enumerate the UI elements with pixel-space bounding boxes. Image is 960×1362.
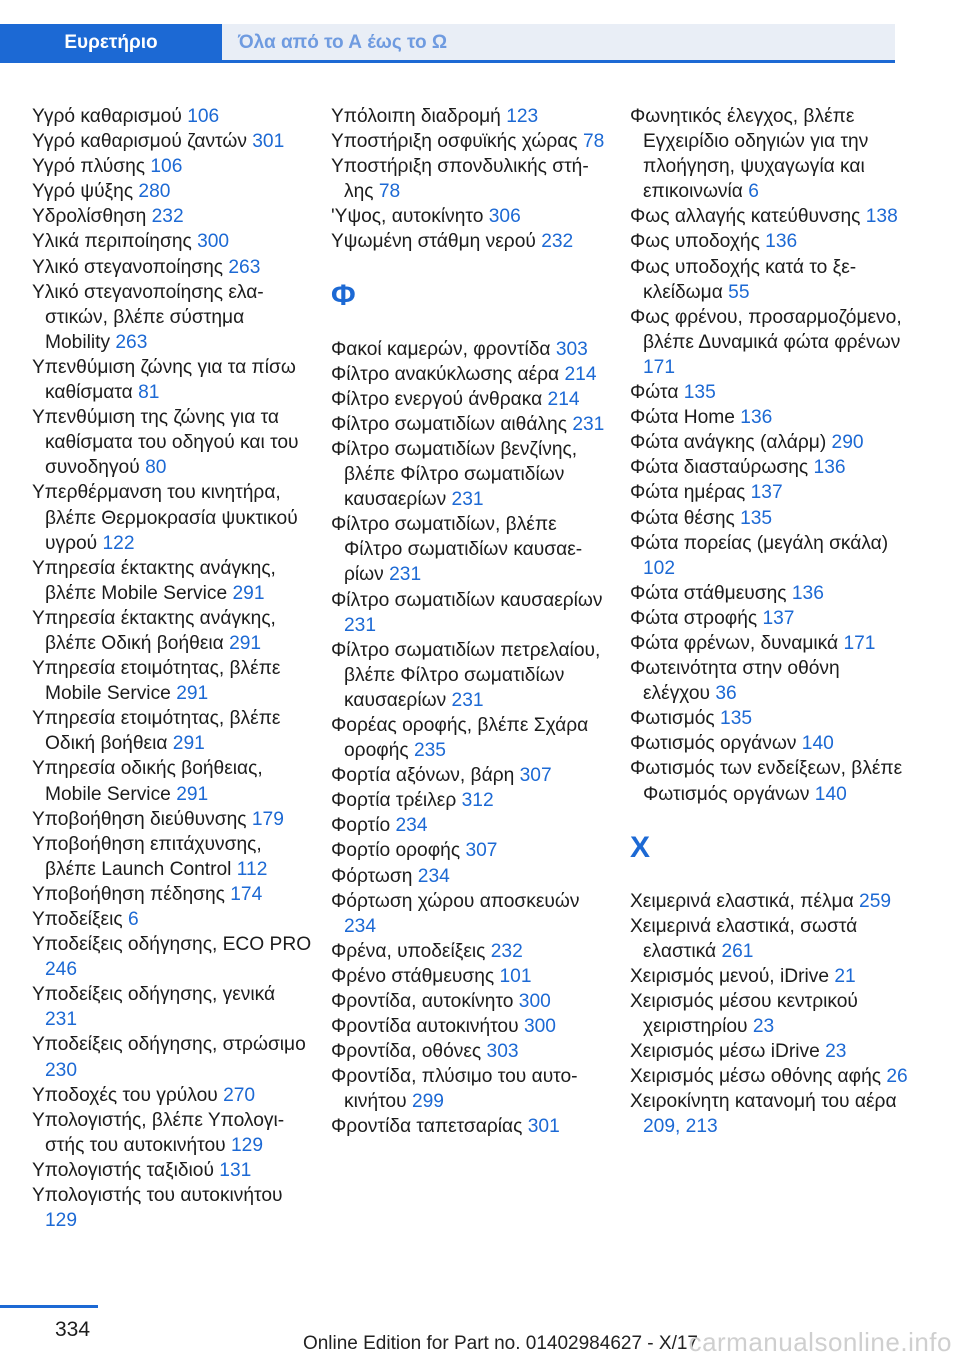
index-page-link[interactable]: 232 bbox=[151, 206, 184, 228]
index-entry bbox=[32, 1032, 312, 1082]
index-page-link[interactable]: 234 bbox=[344, 915, 377, 937]
index-entry bbox=[331, 1114, 611, 1139]
index-entry bbox=[32, 756, 312, 806]
index-entry-term: Υγρό καθαρισμού bbox=[32, 106, 182, 127]
index-entry bbox=[32, 204, 312, 229]
index-entry bbox=[331, 763, 611, 788]
index-entry-term: Χειρισμός μέσω iDrive bbox=[630, 1041, 820, 1063]
index-entry-term: Υγρό καθαρισμού ζαντών bbox=[32, 131, 247, 153]
index-entry-term: Φίλτρο σωματιδίων αιθάλης bbox=[331, 413, 567, 435]
index-page-link[interactable]: 21 bbox=[834, 965, 856, 987]
index-entry bbox=[331, 864, 611, 889]
index-entry bbox=[630, 581, 910, 606]
index-entry bbox=[630, 480, 910, 505]
index-entry bbox=[32, 807, 312, 832]
page-number-rule bbox=[0, 1305, 98, 1308]
index-entry-term: Φορέας οροφής, βλέπε Σχάρα οροφής bbox=[331, 714, 589, 762]
index-entry-term: Φορτία αξόνων, βάρη bbox=[331, 765, 515, 787]
index-entry-term: Φωνητικός έλεγχος, βλέπε Εγχειρίδιο οδηγιών για την πλοήγηση, ψυχαγωγία και επικοινωνία bbox=[630, 106, 869, 203]
index-entry bbox=[630, 104, 910, 204]
index-page-link[interactable]: 232 bbox=[490, 940, 523, 962]
index-page-link[interactable]: 140 bbox=[801, 733, 834, 755]
index-page-link[interactable]: 136 bbox=[791, 582, 824, 604]
index-entry bbox=[630, 229, 910, 254]
index-page-link[interactable]: 231 bbox=[572, 413, 605, 435]
index-page-link[interactable]: 55 bbox=[728, 281, 750, 303]
index-page-link[interactable]: 307 bbox=[519, 765, 552, 787]
index-page-link[interactable]: 312 bbox=[461, 790, 494, 812]
index-entry-term: Φώτα ανάγκης (αλάρμ) bbox=[630, 432, 827, 454]
index-page-link[interactable]: 106 bbox=[187, 106, 220, 127]
index-entry-term: Φωτισμός των ενδείξεων, βλέπε Φωτισμός οργάνων bbox=[630, 758, 903, 805]
index-page-link[interactable]: 259 bbox=[859, 890, 892, 912]
index-page-link[interactable]: 301 bbox=[527, 1116, 560, 1138]
index-entry-term: Υποδείξεις οδήγησης, γενικά bbox=[32, 984, 276, 1006]
index-entry-term: Φορτίο bbox=[331, 815, 391, 837]
index-page-link[interactable]: 112 bbox=[236, 858, 268, 880]
index-entry bbox=[630, 914, 910, 964]
index-entry-term: Φώτα στροφής bbox=[630, 607, 758, 629]
index-page-link[interactable]: 270 bbox=[223, 1084, 256, 1106]
index-entry-term: Υποστήριξη οσφυϊκής χώρας bbox=[331, 131, 578, 153]
index-entry bbox=[630, 706, 910, 731]
index-page-link[interactable]: 136 bbox=[740, 407, 773, 429]
index-entry-term: Φροντίδα, αυτοκίνητο bbox=[331, 991, 514, 1012]
index-entry-term: Φίλτρο σωματιδίων καυσαερίων bbox=[331, 589, 603, 611]
index-column-2 bbox=[331, 104, 611, 1140]
index-entry-term: Φως υποδοχής bbox=[630, 231, 760, 253]
index-entry-term: Χειροκίνητη κατανομή του αέρα bbox=[630, 1091, 897, 1113]
index-entry-term: Φωτεινότητα στην οθόνη ελέγχου bbox=[630, 658, 840, 705]
index-entry-term: Χειρισμός μέσου κεντρικού χειριστηρίου bbox=[630, 991, 858, 1038]
index-page-link[interactable]: 135 bbox=[720, 708, 753, 730]
index-entry-term: Φόρτωση χώρου αποσκευών bbox=[331, 890, 580, 912]
index-page-link[interactable]: 171 bbox=[843, 632, 876, 654]
index-page-link[interactable]: 263 bbox=[228, 256, 261, 278]
index-entry-term: Φροντίδα ταπετσαρίας bbox=[331, 1116, 523, 1138]
index-page-link[interactable]: 263 bbox=[115, 331, 148, 353]
index-page-link[interactable]: 231 bbox=[451, 489, 484, 511]
index-entry bbox=[32, 706, 312, 756]
index-entry bbox=[331, 588, 611, 638]
index-page-link[interactable]: 291 bbox=[172, 733, 205, 755]
index-entry bbox=[630, 964, 910, 989]
index-entry-term: Φώτα ημέρας bbox=[630, 482, 746, 504]
index-entry-term: Φώτα θέσης bbox=[630, 507, 735, 529]
index-page-link[interactable]: 230 bbox=[45, 1059, 78, 1081]
index-page-link[interactable]: 235 bbox=[413, 740, 446, 762]
index-entry bbox=[630, 531, 910, 581]
index-page-link[interactable]: 129 bbox=[230, 1134, 263, 1156]
index-entry bbox=[32, 1108, 312, 1158]
index-entry bbox=[331, 204, 611, 229]
index-page-link[interactable]: 80 bbox=[145, 457, 167, 479]
header-rule bbox=[0, 60, 895, 63]
index-page-link[interactable]: 214 bbox=[547, 388, 580, 410]
index-entry bbox=[630, 656, 910, 706]
index-entry-term: Φως υποδοχής κατά το ξεκλείδωμα bbox=[630, 256, 857, 303]
index-entry-term: Υποβοήθηση διεύθυνσης bbox=[32, 808, 247, 830]
index-entry-term: Φόρτωση bbox=[331, 865, 413, 887]
index-entry-term: Υπενθύμιση ζώνης για τα πίσω καθίσματα bbox=[32, 356, 296, 404]
index-page-link[interactable]: 23 bbox=[752, 1016, 775, 1038]
index-entry bbox=[331, 154, 611, 204]
index-entry bbox=[331, 1064, 611, 1114]
index-entry-term: Φροντίδα, πλύσιμο του αυτοκινήτου bbox=[331, 1066, 578, 1113]
section-letter: Φ bbox=[331, 278, 356, 312]
index-entry-term: Υπολογιστής, βλέπε Υπολογιστής του αυτοκινήτου bbox=[32, 1109, 285, 1156]
index-entry-term: Χειμερινά ελαστικά, πέλμα bbox=[630, 890, 854, 912]
index-page-link[interactable]: 232 bbox=[541, 231, 574, 253]
index-entry bbox=[331, 1014, 611, 1039]
index-entry-term: Υγρό ψύξης bbox=[32, 181, 134, 203]
index-page-link[interactable]: 6 bbox=[748, 181, 759, 203]
index-entry bbox=[331, 412, 611, 437]
index-page-link[interactable]: 280 bbox=[138, 181, 171, 203]
index-page-link[interactable]: 234 bbox=[417, 865, 450, 887]
index-entry-term: Φωτισμός bbox=[630, 708, 715, 730]
index-entry-term: Φως φρένου, προσαρμοζόμενο, βλέπε Δυναμικά φώτα φρένων bbox=[630, 306, 902, 353]
index-page-link[interactable]: 300 bbox=[523, 1016, 556, 1038]
index-page-link[interactable]: 138 bbox=[865, 206, 898, 228]
index-entry bbox=[331, 713, 611, 763]
index-page-link[interactable]: 290 bbox=[831, 432, 864, 454]
index-page-link[interactable]: 137 bbox=[762, 607, 795, 629]
index-page-link[interactable]: 122 bbox=[102, 532, 135, 554]
index-page-link[interactable]: 136 bbox=[765, 231, 798, 253]
index-entry bbox=[630, 380, 910, 405]
index-entry bbox=[32, 1083, 312, 1108]
section-letter: Χ bbox=[630, 830, 651, 864]
index-entry bbox=[630, 756, 910, 806]
index-entry-term: Φώτα bbox=[630, 382, 679, 404]
index-page-link[interactable]: 102 bbox=[643, 557, 676, 579]
index-page-link[interactable]: 291 bbox=[176, 683, 209, 705]
index-page-link[interactable]: 231 bbox=[389, 564, 422, 586]
index-page-link[interactable]: 231 bbox=[344, 614, 377, 636]
index-entry bbox=[630, 405, 910, 430]
index-entry-term: Υλικά περιποίησης bbox=[32, 231, 192, 253]
index-entry bbox=[331, 889, 611, 939]
index-entry-term: Υπολογιστής του αυτοκινήτου bbox=[32, 1185, 283, 1207]
index-entry-term: Υπηρεσία οδικής βοήθειας, Mobile Service bbox=[32, 758, 263, 805]
index-page-link[interactable]: 26 bbox=[886, 1066, 908, 1088]
index-entry bbox=[32, 355, 312, 405]
index-entry-term: Φακοί καμερών, φροντίδα bbox=[331, 338, 551, 360]
index-entry-term: Φορτίο οροφής bbox=[331, 840, 461, 862]
index-entry-term: Φροντίδα αυτοκινήτου bbox=[331, 1016, 519, 1038]
tab-index[interactable]: Ευρετήριο bbox=[0, 24, 222, 62]
index-page-link[interactable]: 209, 213 bbox=[643, 1116, 718, 1138]
index-entry bbox=[32, 179, 312, 204]
index-page-link[interactable]: 261 bbox=[721, 940, 754, 962]
index-page-link[interactable]: 101 bbox=[499, 965, 532, 987]
index-entry bbox=[32, 556, 312, 606]
index-page-link[interactable]: 129 bbox=[45, 1210, 78, 1232]
index-entry-term: Φώτα διασταύρωσης bbox=[630, 457, 809, 479]
index-entry bbox=[630, 204, 910, 229]
index-entry bbox=[630, 1089, 910, 1139]
index-entry-term: Υποβοήθηση πέδησης bbox=[32, 883, 225, 905]
index-entry bbox=[32, 1158, 312, 1183]
index-entry-term: Υπηρεσία ετοιμότητας, βλέπε Οδική βοήθεια bbox=[32, 708, 281, 755]
index-entry bbox=[630, 989, 910, 1039]
index-entry-term: Φίλτρο σωματιδίων βενζίνης, βλέπε Φίλτρο σωματιδίων καυσαερίων bbox=[331, 438, 578, 511]
index-entry-term: Χειρισμός μέσω οθόνης αφής bbox=[630, 1066, 882, 1088]
index-page-link[interactable]: 246 bbox=[45, 959, 78, 981]
index-page-link[interactable]: 78 bbox=[583, 131, 605, 153]
index-page-link[interactable]: 78 bbox=[378, 181, 401, 203]
index-page-link[interactable]: 307 bbox=[465, 840, 498, 862]
index-entry bbox=[331, 788, 611, 813]
index-entry bbox=[331, 362, 611, 387]
index-entry bbox=[630, 606, 910, 631]
index-page-link[interactable]: 301 bbox=[252, 131, 285, 153]
index-entry bbox=[630, 455, 910, 480]
index-page-link[interactable]: 303 bbox=[555, 338, 588, 360]
index-entry bbox=[630, 631, 910, 656]
index-entry-term: Υψωμένη στάθμη νερού bbox=[331, 231, 536, 253]
header-tabs bbox=[0, 24, 895, 62]
index-entry bbox=[630, 255, 910, 305]
index-entry-term: Υπολογιστής ταξιδιού bbox=[32, 1159, 214, 1181]
index-entry bbox=[32, 932, 312, 982]
index-entry bbox=[630, 305, 910, 380]
index-entry bbox=[32, 606, 312, 656]
index-entry-term: Υπηρεσία έκτακτης ανάγκης, βλέπε Οδική βοήθεια bbox=[32, 607, 276, 654]
index-entry-term: Υπηρεσία ετοιμότητας, βλέπε Mobile Service bbox=[32, 658, 281, 705]
index-entry-term: Φώτα φρένων, δυναμικά bbox=[630, 632, 839, 654]
footer-edition: Online Edition for Part no. 01402984627 - X/17 bbox=[302, 1333, 698, 1354]
index-entry bbox=[32, 405, 312, 480]
tab-all-a-to-z[interactable]: Όλα από το Α έως το Ω bbox=[222, 24, 895, 62]
index-entry-term: Φορτία τρέιλερ bbox=[331, 790, 457, 812]
index-page-link[interactable]: 131 bbox=[219, 1159, 252, 1181]
index-page-link[interactable]: 135 bbox=[683, 382, 716, 404]
index-entry bbox=[630, 889, 910, 914]
index-entry-term: Φώτα πορείας (μεγάλη σκάλα) bbox=[630, 532, 889, 554]
watermark: carmanualsonline.info bbox=[688, 1327, 952, 1357]
index-entry bbox=[331, 964, 611, 989]
index-page-link[interactable]: 234 bbox=[395, 815, 428, 837]
index-page-link[interactable]: 123 bbox=[506, 106, 539, 127]
index-page-link[interactable]: 140 bbox=[814, 783, 847, 805]
index-entry bbox=[331, 939, 611, 964]
index-entry-term: Φίλτρο σωματιδίων πετρελαίου, βλέπε Φίλτρο σωματιδίων καυσαερίων bbox=[331, 639, 601, 711]
index-page-link[interactable]: 299 bbox=[411, 1091, 444, 1113]
page-number: 334 bbox=[55, 1318, 91, 1341]
index-page-link[interactable]: 136 bbox=[813, 457, 846, 479]
index-page-link[interactable]: 306 bbox=[488, 206, 521, 228]
index-entry-term: Υπενθύμιση της ζώνης για τα καθίσματα του οδηγού και του συνοδηγού bbox=[32, 407, 299, 479]
index-entry bbox=[331, 387, 611, 412]
index-entry bbox=[32, 982, 312, 1032]
index-entry bbox=[331, 813, 611, 838]
index-entry-term: 'Υψος, αυτοκίνητο bbox=[331, 206, 484, 228]
index-entry bbox=[32, 1183, 312, 1233]
index-entry bbox=[331, 337, 611, 362]
index-entry bbox=[32, 229, 312, 254]
index-entry bbox=[32, 832, 312, 882]
index-entry-term: Υπερθέρμανση του κινητήρα, βλέπε Θερμοκρασία ψυκτικού υγρού bbox=[32, 482, 298, 554]
index-entry bbox=[331, 129, 611, 154]
index-entry bbox=[630, 506, 910, 531]
index-entry-term: Φρένο στάθμευσης bbox=[331, 965, 495, 987]
index-entry bbox=[32, 129, 312, 154]
index-entry-term: Υλικό στεγανοποίησης bbox=[32, 256, 224, 278]
index-entry-term: Φίλτρο ανακύκλωσης αέρα bbox=[331, 363, 560, 385]
index-page-link[interactable]: 303 bbox=[486, 1041, 519, 1063]
index-entry-term: Φίλτρο ενεργού άνθρακα bbox=[331, 388, 543, 410]
index-entry bbox=[630, 1039, 910, 1064]
index-entry bbox=[331, 638, 611, 713]
index-page-link[interactable]: 36 bbox=[715, 683, 737, 705]
index-entry-term: Υποστήριξη σπονδυλικής στήλης bbox=[331, 156, 589, 203]
index-entry-term: Χειμερινά ελαστικά, σωστά ελαστικά bbox=[630, 915, 858, 962]
index-entry bbox=[32, 154, 312, 179]
index-column-3 bbox=[630, 104, 910, 1140]
index-entry-term: Φροντίδα, οθόνες bbox=[331, 1041, 482, 1063]
index-entry-term: Φρένα, υποδείξεις bbox=[331, 940, 486, 962]
index-entry-term: Υποδείξεις οδήγησης, ECO PRO bbox=[32, 934, 312, 956]
index-entry-term: Υπηρεσία έκτακτης ανάγκης, βλέπε Mobile Service bbox=[32, 557, 276, 604]
index-entry bbox=[331, 437, 611, 512]
index-column-1 bbox=[32, 104, 312, 1233]
index-page-link[interactable]: 214 bbox=[564, 363, 597, 385]
index-entry-term: Φως αλλαγής κατεύθυνσης bbox=[630, 206, 861, 228]
index-entry-term: Υποδείξεις bbox=[32, 909, 123, 930]
index-page-link[interactable]: 135 bbox=[740, 507, 773, 529]
index-entry bbox=[32, 907, 312, 932]
index-entry-term: Φωτισμός οργάνων bbox=[630, 733, 797, 755]
index-page-link[interactable]: 106 bbox=[150, 156, 183, 178]
index-entry-term: Φώτα στάθμευσης bbox=[630, 582, 787, 604]
index-entry-term: Φίλτρο σωματιδίων, βλέπε Φίλτρο σωματιδίων καυσαερίων bbox=[331, 514, 583, 586]
index-page-link[interactable]: 291 bbox=[232, 582, 265, 604]
index-entry bbox=[32, 104, 312, 129]
index-entry-term: Υγρό πλύσης bbox=[32, 156, 146, 178]
index-entry bbox=[32, 656, 312, 706]
index-entry bbox=[32, 480, 312, 555]
index-page-link[interactable]: 23 bbox=[825, 1041, 847, 1063]
index-page-link[interactable]: 171 bbox=[643, 356, 676, 378]
index-entry bbox=[331, 989, 611, 1014]
index-entry-term: Υποδοχές του γρύλου bbox=[32, 1084, 218, 1106]
index-entry-term: Φώτα Home bbox=[630, 407, 735, 429]
index-entry-term: Υλικό στεγανοποίησης ελαστικών, βλέπε σύστημα Mobility bbox=[32, 281, 264, 353]
index-entry-term: Υδρολίσθηση bbox=[32, 206, 147, 228]
index-entry bbox=[331, 512, 611, 587]
index-entry-term: Υποβοήθηση επιτάχυνσης, βλέπε Launch Control bbox=[32, 833, 262, 880]
index-entry-term: Υποδείξεις οδήγησης, στρώσιμο bbox=[32, 1034, 306, 1056]
index-entry bbox=[331, 838, 611, 863]
index-entry bbox=[331, 1039, 611, 1064]
index-entry bbox=[331, 104, 611, 129]
index-page-link[interactable]: 291 bbox=[176, 783, 209, 805]
index-page-link[interactable]: 174 bbox=[230, 883, 263, 905]
index-entry bbox=[630, 1064, 910, 1089]
index-page-link[interactable]: 300 bbox=[518, 991, 551, 1012]
index-entry bbox=[630, 430, 910, 455]
index-entry bbox=[32, 882, 312, 907]
index-entry bbox=[32, 280, 312, 355]
index-entry-term: Υπόλοιπη διαδρομή bbox=[331, 106, 501, 127]
index-page-link[interactable]: 81 bbox=[138, 382, 160, 404]
index-entry bbox=[32, 255, 312, 280]
index-entry bbox=[630, 731, 910, 756]
index-page-link[interactable]: 300 bbox=[197, 231, 230, 253]
index-entry bbox=[331, 229, 611, 254]
index-page-link[interactable]: 291 bbox=[229, 632, 262, 654]
index-entry-term: Χειρισμός μενού, iDrive bbox=[630, 965, 830, 987]
index-page-link[interactable]: 231 bbox=[45, 1009, 78, 1031]
index-page-link[interactable]: 179 bbox=[251, 808, 284, 830]
index-page-link[interactable]: 6 bbox=[127, 909, 139, 930]
index-page-link[interactable]: 137 bbox=[750, 482, 783, 504]
index-page-link[interactable]: 231 bbox=[451, 689, 484, 711]
